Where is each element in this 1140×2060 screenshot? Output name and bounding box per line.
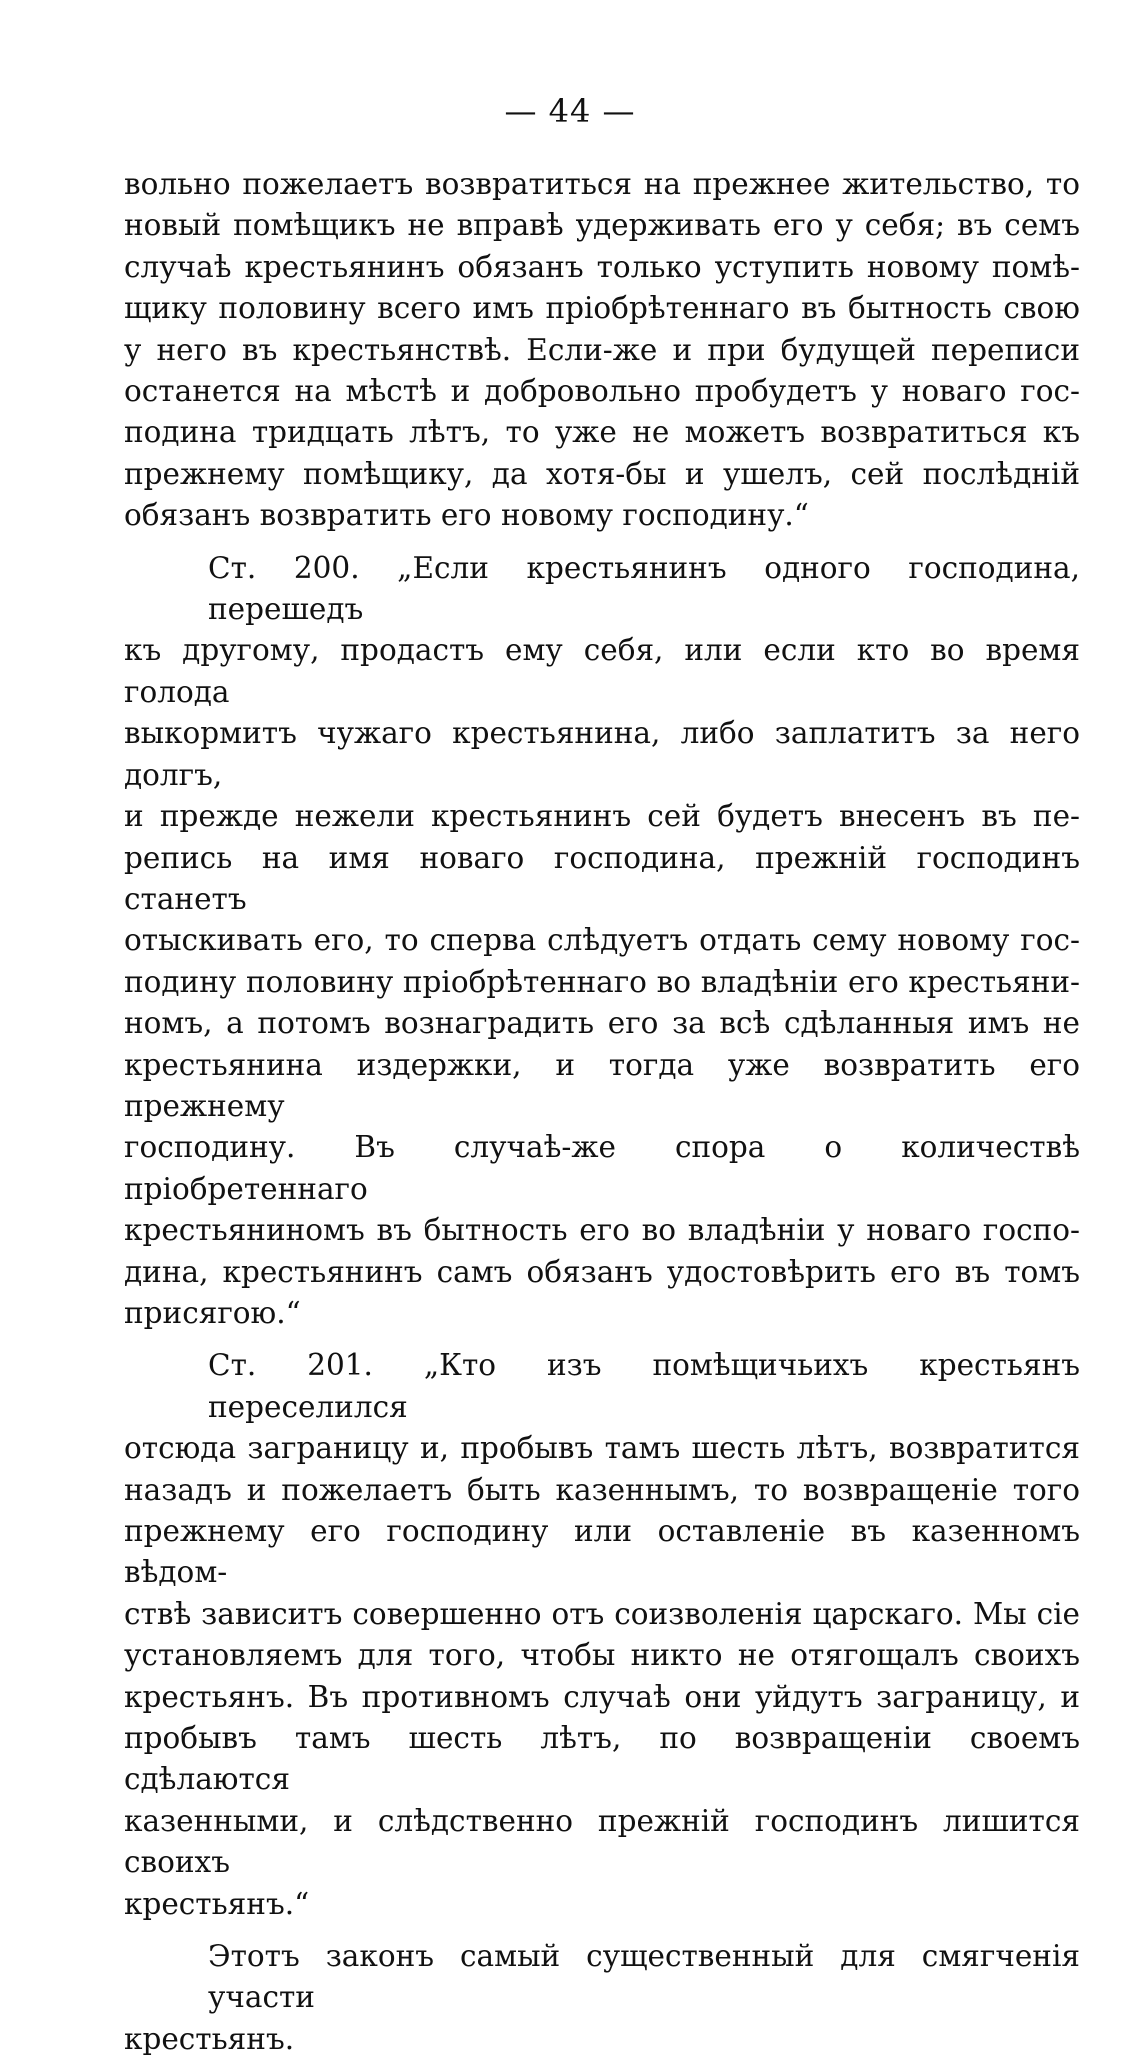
text-line: вольно пожелаетъ возвратиться на прежнее жительство, то [124,167,1080,201]
text-line: назадъ и пожелаетъ быть казеннымъ, то возвращеніе того [124,1472,1080,1507]
text-line: пробывъ тамъ шесть лѣтъ, по возвращеніи своемъ сдѣлаются [124,1721,1080,1797]
text-line: подина тридцать лѣтъ, то уже не можетъ возвратиться къ [124,415,1080,450]
text-line: ствѣ зависитъ совершенно отъ соизволенія царскаго. Мы сіе [124,1596,1080,1631]
text-line: новый помѣщикъ не вправѣ удерживать его у себя; въ семъ [124,208,1080,243]
article-200-start: Ст. 200. „Если крестьянинъ одного господина, перешедъ [208,550,1080,627]
text-line: господину. Въ случаѣ-же спора о количествѣ пріобретеннаго [124,1130,1080,1206]
text-line: дина, крестьянинъ самъ обязанъ удостовѣрить его въ томъ [124,1254,1080,1289]
text-line: останется на мѣстѣ и добровольно пробудетъ у новаго гос- [124,374,1080,409]
text-line: крестьянъ. [124,2021,295,2056]
text-line: казенными, и слѣдственно прежній господинъ лишится своихъ [124,1803,1080,1880]
text-line: крестьянина издержки, и тогда уже возвратить его прежнему [124,1047,1080,1123]
text-line: крестьяниномъ въ бытность его во владѣніи у новаго госпо- [124,1213,1080,1248]
text-line: репись на имя новаго господина, прежній господинъ станетъ [124,840,1080,916]
closing-line: Этотъ законъ самый существенный для смягченія участи [208,1939,1080,2015]
text-line: отсюда заграницу и, пробывъ тамъ шесть лѣтъ, возвратится [124,1431,1080,1466]
text-line: выкормитъ чужаго крестьянина, либо заплатитъ за него долгъ, [124,716,1080,792]
text-line: и прежде нежели крестьянинъ сей будетъ внесенъ въ пе- [124,799,1080,834]
text-line: отыскивать его, то сперва слѣдуетъ отдать сему новому гос- [124,923,1080,958]
text-line: щику половину всего имъ пріобрѣтеннаго въ бытность свою [124,291,1080,326]
text-line: прежнему его господину или оставленіе въ казенномъ вѣдом- [124,1514,1080,1590]
text-line: обязанъ возвратить его новому господину.“ [124,498,809,533]
text-line: прежнему помѣщику, да хотя-бы и ушелъ, сей послѣдній [124,456,1080,491]
text-line: у него въ крестьянствѣ. Если-же и при будущей переписи [124,332,1080,367]
text-line: къ другому, продастъ ему себя, или если кто во время голода [124,633,1080,709]
body-text [124,164,1080,2060]
text-line: подину половину пріобрѣтеннаго во владѣніи его крестьяни- [124,964,1080,999]
text-line: случаѣ крестьянинъ обязанъ только уступить новому помѣ- [124,249,1080,284]
article-201-start: Ст. 201. „Кто изъ помѣщичьихъ крестьянъ переселился [208,1348,1080,1424]
text-line: номъ, а потомъ вознаградить его за всѣ сдѣланныя имъ не [124,1006,1080,1041]
text-line: присягою.“ [124,1295,301,1330]
text-line: крестьянъ.“ [124,1886,310,1921]
text-line: крестьянъ. Въ противномъ случаѣ они уйдутъ заграницу, и [124,1679,1080,1714]
text-line: установляемъ для того, чтобы никто не отягощалъ своихъ [124,1638,1080,1673]
page-number: — 44 — [504,92,636,130]
